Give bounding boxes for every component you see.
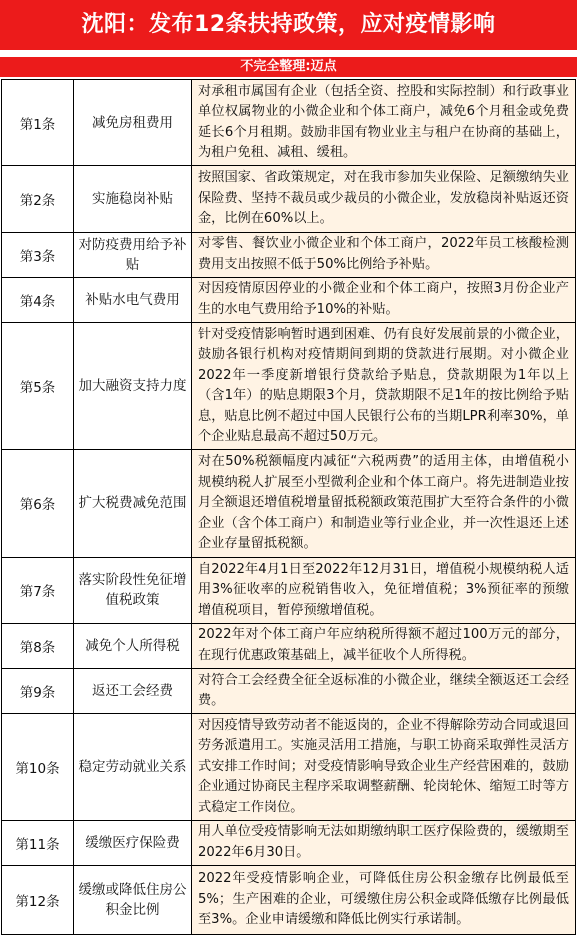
table-row — [2, 232, 576, 277]
table-row — [2, 80, 576, 166]
policy-description: 对符合工会经费全征全返标准的小微企业，继续全额返还工会经费。 — [192, 669, 576, 714]
page-title: 沈阳：发布12条扶持政策，应对疫情影响 — [0, 0, 577, 50]
article-number: 第3条 — [2, 232, 74, 277]
policy-title: 实施稳岗补贴 — [74, 166, 192, 232]
article-number: 第6条 — [2, 450, 74, 557]
policy-description: 对承租市属国有企业（包括全资、控股和实际控制）和行政事业单位权属物业的小微企业和个体工商户，减免6个月租金或免费延长6个月租期。鼓励非国有物业业主与租户在协商的基础上，为租户免租、减租、缓租。 — [192, 80, 576, 166]
source-note: 不完全整理:迈点 — [0, 57, 577, 77]
table-row — [2, 450, 576, 557]
policy-description: 2022年受疫情影响企业，可降低住房公积金缴存比例最低至5%；生产困难的企业，可缓缴住房公积金或降低缴存比例最低至3%。企业申请缓缴和降低比例实行承诺制。 — [192, 865, 576, 934]
article-number: 第1条 — [2, 80, 74, 166]
policy-title: 对防疫费用给予补贴 — [74, 232, 192, 277]
policy-table — [1, 79, 576, 935]
article-number: 第2条 — [2, 166, 74, 232]
policy-description: 自2022年4月1日至2022年12月31日，增值税小规模纳税人适用3%征收率的应税销售收入，免征增值税；3%预征率的预缴增值税项目，暂停预缴增值税。 — [192, 557, 576, 623]
policy-description: 按照国家、省政策规定，对在我市参加失业保险、足额缴纳失业保险费、坚持不裁员或少裁员的小微企业，发放稳岗补贴返还资金，比例在60%以上。 — [192, 166, 576, 232]
article-number: 第9条 — [2, 669, 74, 714]
policy-description: 对因疫情导致劳动者不能返岗的，企业不得解除劳动合同或退回劳务派遣用工。实施灵活用工措施，与职工协商采取弹性灵活方式安排工作时间；对受疫情影响导致企业生产经营困难的，鼓励企业通过协商民主程序采取调整薪酬、轮岗轮休、缩短工时等方式稳定工作岗位。 — [192, 714, 576, 820]
policy-description: 用人单位受疫情影响无法如期缴纳职工医疗保险费的，缓缴期至2022年6月30日。 — [192, 820, 576, 865]
table-row — [2, 557, 576, 623]
article-number: 第8条 — [2, 623, 74, 668]
policy-description: 2022年对个体工商户年应纳税所得额不超过100万元的部分，在现行优惠政策基础上，减半征收个人所得税。 — [192, 623, 576, 668]
article-number: 第7条 — [2, 557, 74, 623]
policy-title: 缓缴医疗保险费 — [74, 820, 192, 865]
table-row — [2, 820, 576, 865]
policy-title: 减免个人所得税 — [74, 623, 192, 668]
table-row — [2, 166, 576, 232]
policy-title: 返还工会经费 — [74, 669, 192, 714]
policy-description: 针对受疫情影响暂时遇到困难、仍有良好发展前景的小微企业，鼓励各银行机构对疫情期间到期的贷款进行展期。对小微企业2022年一季度新增银行贷款给予贴息，贷款期限为1年以上（含1年）的贴息期限3个月，贷款期限不足1年的按比例给予贴息，贴息比例不超过中国人民银行公布的当期LPR利率30%，单个企业贴息最高不超过50万元。 — [192, 322, 576, 449]
table-row — [2, 865, 576, 934]
policy-title: 扩大税费减免范围 — [74, 450, 192, 557]
policy-description: 对在50%税额幅度内减征“六税两费”的适用主体，由增值税小规模纳税人扩展至小型微利企业和个体工商户。将先进制造业按月全额退还增值税增量留抵税额政策范围扩大至符合条件的小微企业（含个体工商户）和制造业等行业企业，并一次性退还上述企业存量留抵税额。 — [192, 450, 576, 557]
policy-title: 落实阶段性免征增值税政策 — [74, 557, 192, 623]
article-number: 第12条 — [2, 865, 74, 934]
table-row — [2, 714, 576, 820]
article-number: 第11条 — [2, 820, 74, 865]
table-row — [2, 669, 576, 714]
policy-title: 稳定劳动就业关系 — [74, 714, 192, 820]
policy-title: 补贴水电气费用 — [74, 277, 192, 322]
table-row — [2, 322, 576, 449]
policy-description: 对因疫情原因停业的小微企业和个体工商户，按照3月份企业产生的水电气费用给予10%的补贴。 — [192, 277, 576, 322]
table-row — [2, 623, 576, 668]
article-number: 第10条 — [2, 714, 74, 820]
article-number: 第4条 — [2, 277, 74, 322]
article-number: 第5条 — [2, 322, 74, 449]
table-row — [2, 277, 576, 322]
policy-title: 减免房租费用 — [74, 80, 192, 166]
policy-title: 缓缴或降低住房公积金比例 — [74, 865, 192, 934]
policy-description: 对零售、餐饮业小微企业和个体工商户，2022年员工核酸检测费用支出按照不低于50%比例给予补贴。 — [192, 232, 576, 277]
policy-title: 加大融资支持力度 — [74, 322, 192, 449]
